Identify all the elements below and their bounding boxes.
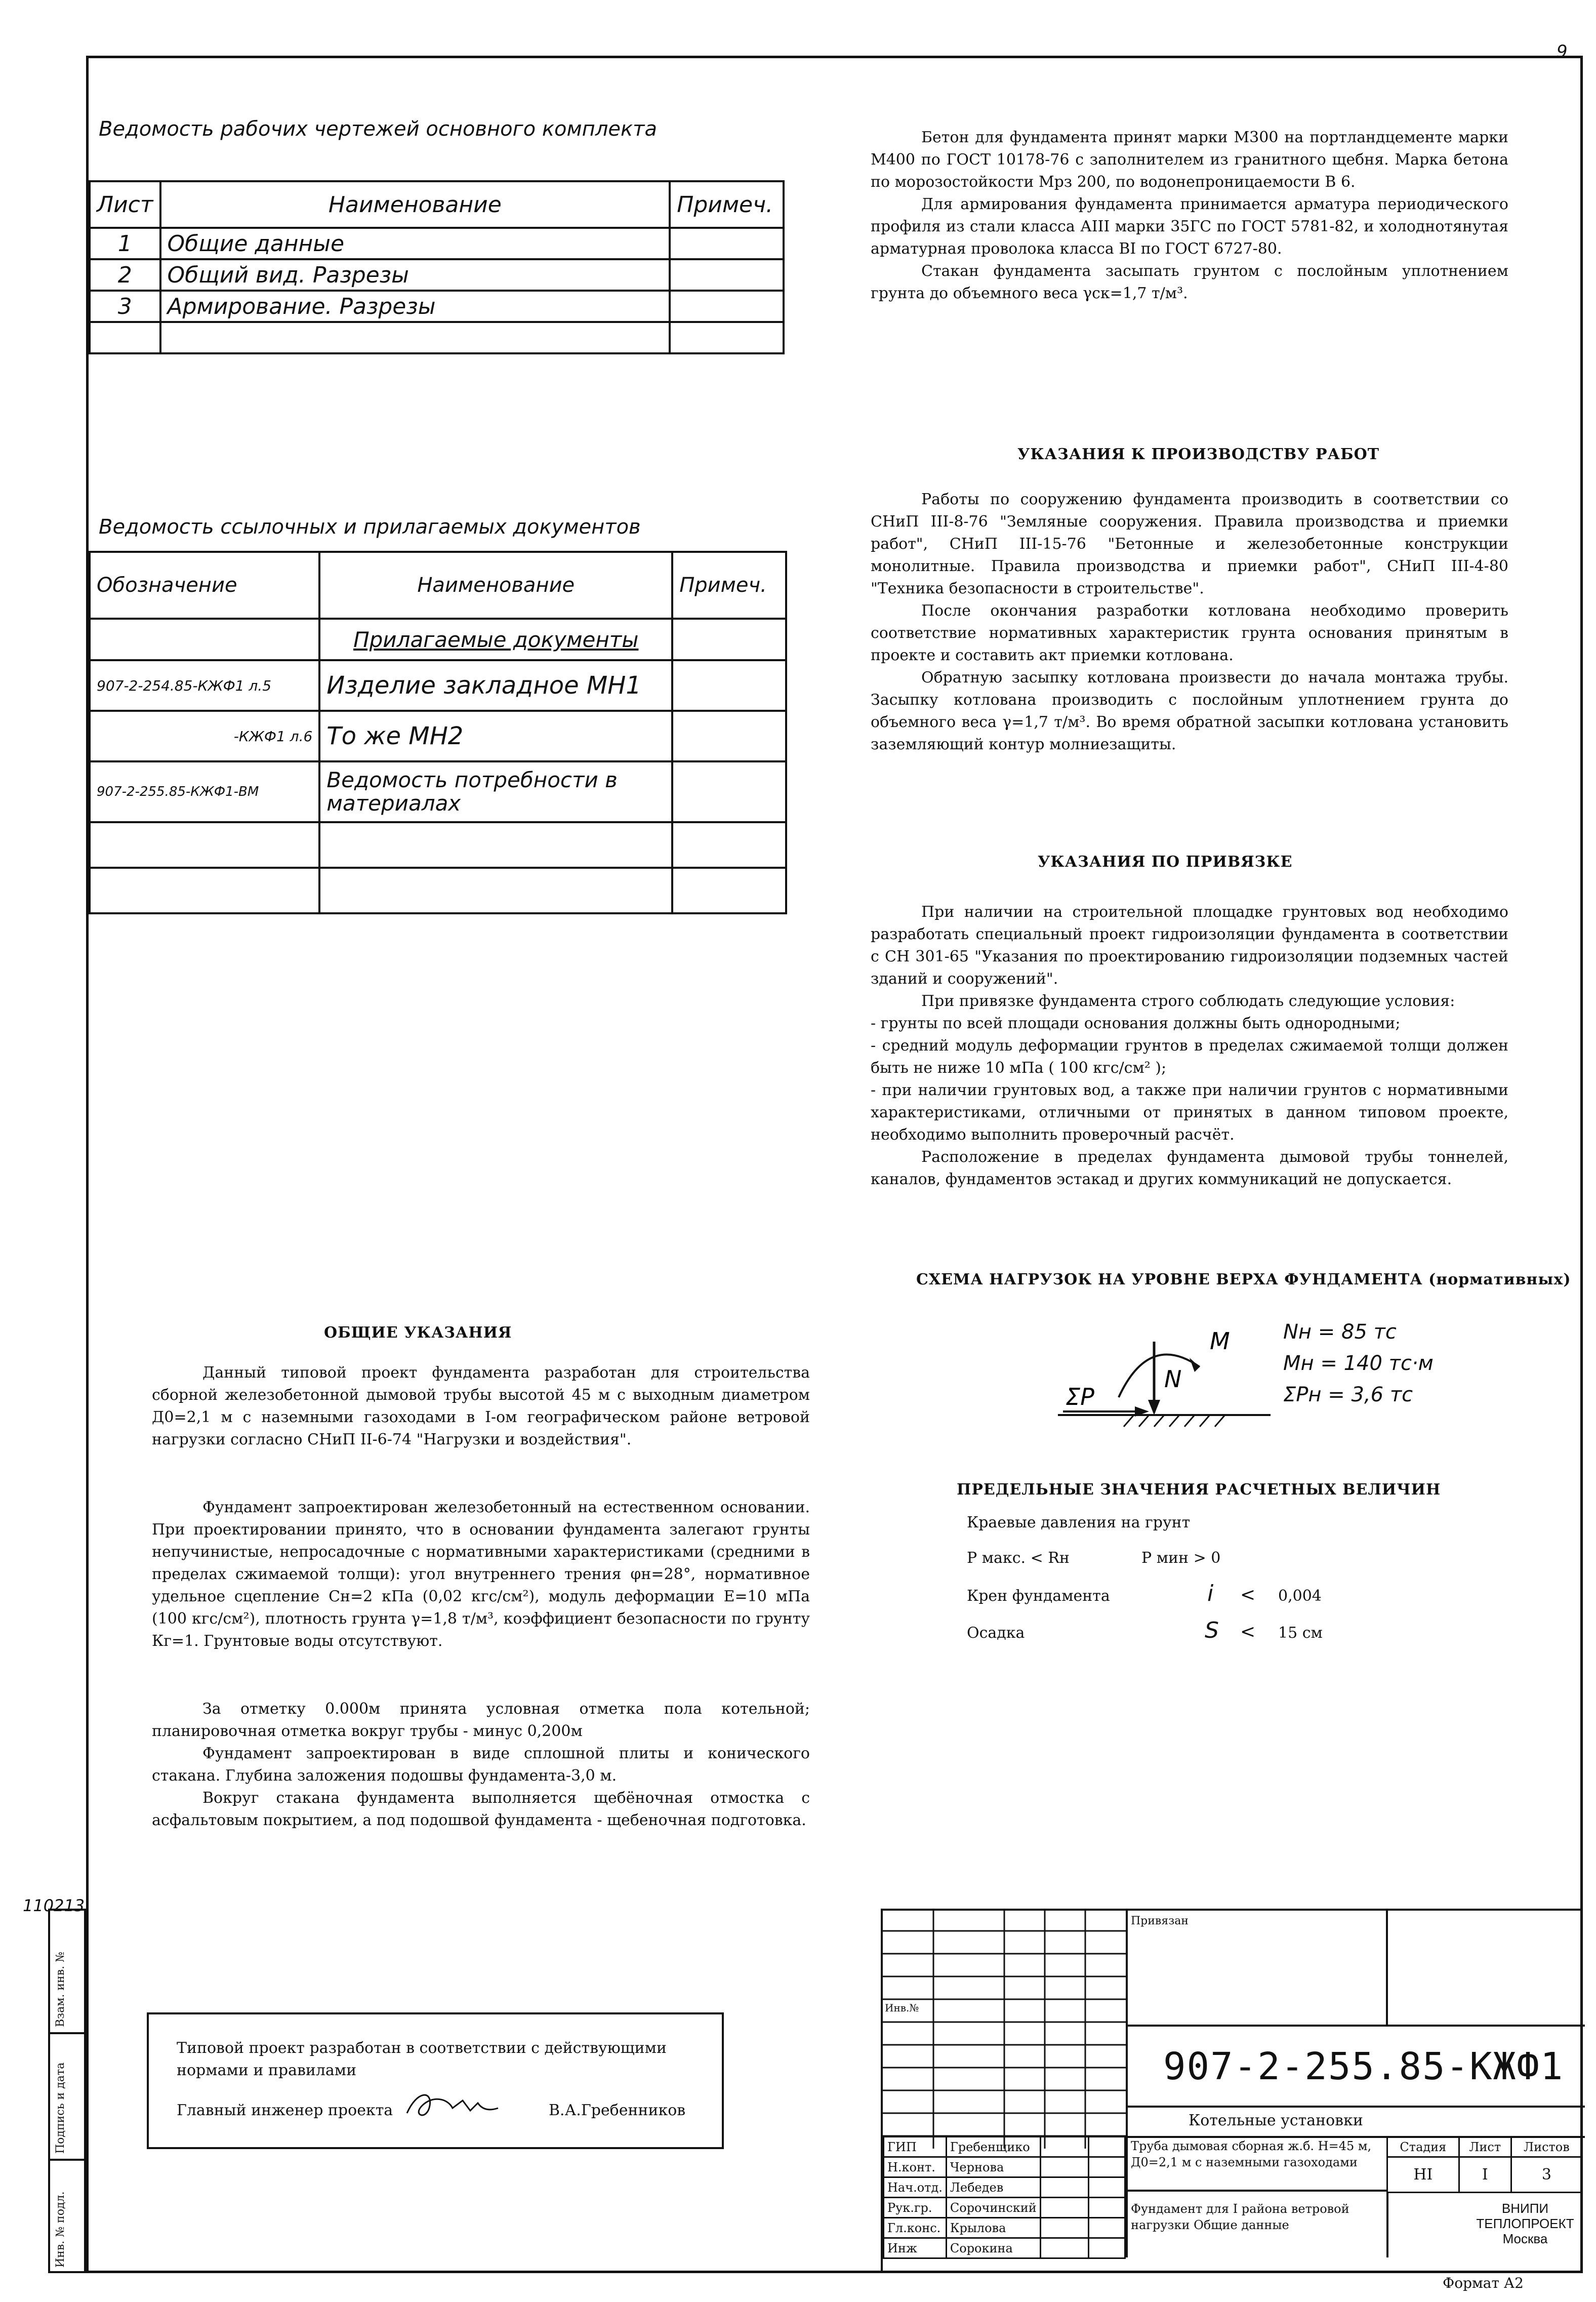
limit-pmax: Р макс. < Rн	[967, 1549, 1070, 1567]
sheet-value: I	[1459, 2157, 1511, 2193]
limit-tilt-label: Крен фундамента	[967, 1587, 1110, 1605]
role: Н.конт.	[884, 2157, 947, 2177]
engineer-name: В.А.Гребенников	[549, 2102, 686, 2119]
col-header-sheet: Лист	[90, 181, 160, 228]
limits-subtitle: Краевые давления на грунт	[967, 1514, 1191, 1531]
linked-label: Привязан	[1131, 1915, 1189, 1927]
table-cell	[160, 322, 670, 353]
general-paragraph: Фундамент запроектирован в виде сплошной плиты и конического стакана. Глубина заложения подошвы фундамента-3,0 м.	[152, 1745, 810, 1785]
doc-code: 907-2-254.85-КЖФ1 л.5	[90, 660, 319, 711]
limits-title: ПРЕДЕЛЬНЫЕ ЗНАЧЕНИЯ РАСЧЕТНЫХ ВЕЛИЧИН	[957, 1481, 1441, 1499]
limit-settlement-value: 15 см	[1278, 1624, 1323, 1642]
concrete-paragraph: Стакан фундамента засыпать грунтом с послойным уплотнением грунта до объемного веса γск=1,7 т/м³.	[871, 262, 1508, 302]
doc-name: То же МН2	[319, 711, 672, 761]
moment-arc	[1119, 1355, 1200, 1398]
concrete-notes	[871, 127, 1508, 305]
doc-name: Изделие закладное МН1	[319, 660, 672, 711]
label-n: N	[1164, 1365, 1182, 1393]
normal-force-arrowhead	[1148, 1400, 1160, 1415]
revision-grid	[883, 1911, 1126, 2149]
signature-cell	[1040, 2157, 1088, 2177]
limit-tilt-value: 0,004	[1278, 1587, 1322, 1605]
signature-cell	[1040, 2177, 1088, 2198]
doc-code: 907-2-255.85-КЖФ1-ВМ	[90, 761, 319, 822]
table-cell	[90, 619, 319, 660]
date-cell	[1088, 2218, 1125, 2238]
table-cell: 2	[90, 259, 160, 291]
table-cell: Общие данные	[160, 228, 670, 259]
docs-section-title: Прилагаемые документы	[319, 619, 672, 660]
role: Рук.гр.	[884, 2198, 947, 2218]
limit-tilt-op: <	[1240, 1585, 1256, 1605]
binding-condition: - средний модуль деформации грунтов в пределах сжимаемой толщи должен быть не ниже 10 мПа ( 100 кгс/см² );	[871, 1037, 1508, 1077]
table-cell	[672, 868, 786, 913]
binding-paragraph: При привязке фундамента строго соблюдать следующие условия:	[921, 992, 1455, 1010]
general-paragraph: Данный типовой проект фундамента разработан для строительства сборной железобетонной дымовой трубы высотой 45 м с выходным диаметром Д0=2,1 м с наземными газоходами в I-ом географическом районе ветровой нагрузки согласно СНиП II-6-74 "Нагрузки и воздействия".	[152, 1364, 810, 1448]
role: ГИП	[884, 2137, 947, 2157]
work-paragraph: Работы по сооружению фундамента производить в соответствии со СНиП III-8-76 "Земляные сооружения. Правила производства и приемки работ", СНиП III-15-76 "Бетонные и железобетонные конструкции монолитные. Правила производства и приемки работ", СНиП III-4-80 "Техника безопасности в строительстве".	[871, 491, 1508, 597]
general-paragraph: Вокруг стакана фундамента выполняется щебёночная отмостка с асфальтовым покрытием, а под подошвой фундамента - щебеночная подготовка.	[152, 1789, 810, 1829]
stage-label: Стадия	[1387, 2137, 1459, 2157]
inventory-number: 110213	[23, 1896, 85, 1915]
doc-name: Ведомость потребности в материалах	[319, 761, 672, 822]
person: Сорокина	[946, 2238, 1040, 2258]
col-header-note: Примеч.	[670, 181, 784, 228]
date-cell	[1088, 2157, 1125, 2177]
load-value-p: ΣPн = 3,6 тс	[1283, 1383, 1413, 1406]
sheets-value: 3	[1511, 2157, 1582, 2193]
org-title: Котельные установки	[1189, 2112, 1363, 2129]
load-values	[1283, 1316, 1434, 1410]
label-m: M	[1210, 1327, 1230, 1355]
binding-condition: - грунты по всей площади основания должны быть однородными;	[871, 1015, 1401, 1032]
role: Инж	[884, 2238, 947, 2258]
inv-label: Инв.№	[885, 2002, 919, 2014]
role: Нач.отд.	[884, 2177, 947, 2198]
stamp-field: Подпись и дата	[54, 2062, 67, 2154]
signature-cell	[1040, 2218, 1088, 2238]
person: Чернова	[946, 2157, 1040, 2177]
stamp-field: Взам. инв. №	[54, 1952, 67, 2027]
table-cell: Армирование. Разрезы	[160, 291, 670, 322]
norms-text: Типовой проект разработан в соответствии с действующими нормами и правилами	[177, 2039, 667, 2079]
concrete-paragraph: Для армирования фундамента принимается арматура периодического профиля из стали класса АIII марки 35ГС по ГОСТ 5781-82, и холоднотянутая арматурная проволока класса ВI по ГОСТ 6727-80.	[871, 195, 1508, 258]
table-cell	[670, 322, 784, 353]
limit-settlement-op: <	[1240, 1622, 1256, 1642]
table-cell	[670, 259, 784, 291]
engineer-label: Главный инженер проекта	[177, 2102, 393, 2119]
organization: ВНИПИ ТЕПЛОПРОЕКТ Москва	[1476, 2201, 1574, 2246]
signature-cell	[1040, 2238, 1088, 2258]
loads-title: СХЕМА НАГРУЗОК НА УРОВНЕ ВЕРХА ФУНДАМЕНТА (нормативных)	[916, 1271, 1571, 1288]
col-header-name: Наименование	[319, 552, 672, 619]
table-cell	[90, 868, 319, 913]
table-cell	[319, 822, 672, 868]
date-cell	[1088, 2198, 1125, 2218]
limit-settlement-symbol: S	[1205, 1618, 1219, 1643]
person: Лебедев	[946, 2177, 1040, 2198]
side-stamp	[48, 1909, 86, 2273]
table-cell	[672, 711, 786, 761]
table-cell	[670, 228, 784, 259]
title-block	[881, 1909, 1583, 2273]
table-cell: Общий вид. Разрезы	[160, 259, 670, 291]
work-paragraph: После окончания разработки котлована необходимо проверить соответствие нормативных характеристик грунта основания принятым в проекте и составить акт приемки котлована.	[871, 602, 1508, 664]
table-cell	[672, 822, 786, 868]
binding-condition: - при наличии грунтовых вод, а также при наличии грунтов с нормативными характеристиками, отличными от принятых в данном типовом проекте, необходимо выполнить проверочный расчёт.	[871, 1081, 1508, 1144]
drawings-list-table	[89, 180, 785, 354]
role: Гл.конс.	[884, 2218, 947, 2238]
docs-list-title: Ведомость ссылочных и прилагаемых документов	[99, 515, 641, 539]
signature-cell	[1040, 2137, 1088, 2157]
table-cell	[672, 660, 786, 711]
general-notes	[152, 1362, 810, 1832]
sheet-title: Фундамент для I района ветровой нагрузки Общие данные	[1131, 2202, 1349, 2232]
paper-format: Формат А2	[1443, 2275, 1524, 2291]
object-description: Труба дымовая сборная ж.б. Н=45 м, Д0=2,1 м с наземными газоходами	[1131, 2139, 1372, 2169]
doc-code: -КЖФ1 л.6	[90, 711, 319, 761]
limit-settlement-label: Осадка	[967, 1624, 1025, 1642]
table-cell	[90, 322, 160, 353]
person: Сорочинский	[946, 2198, 1040, 2218]
drawings-list-title: Ведомость рабочих чертежей основного комплекта	[99, 117, 657, 141]
limit-tilt-symbol: i	[1207, 1581, 1214, 1606]
table-cell	[319, 868, 672, 913]
sheets-label: Листов	[1511, 2137, 1582, 2157]
document-code: 907-2-255.85-КЖФ1	[1163, 2045, 1564, 2088]
binding-title: УКАЗАНИЯ ПО ПРИВЯЗКЕ	[1038, 853, 1293, 871]
stamp-field: Инв. № подл.	[54, 2191, 67, 2268]
general-title: ОБЩИЕ УКАЗАНИЯ	[324, 1324, 512, 1342]
col-header-note: Примеч.	[672, 552, 786, 619]
general-paragraph: За отметку 0.000м принята условная отметка пола котельной; планировочная отметка вокруг трубы - минус 0,200м	[152, 1700, 810, 1740]
loads-diagram	[1048, 1311, 1301, 1433]
date-cell	[1088, 2137, 1125, 2157]
work-paragraph: Обратную засыпку котлована произвести до начала монтажа трубы. Засыпку котлована производить с послойным уплотнением грунта до объемного веса γ=1,7 т/м³. Во время обратной засыпки котлована установить заземляющий контур молниезащиты.	[871, 669, 1508, 753]
signatures-table	[883, 2136, 1126, 2259]
load-value-m: Mн = 140 тс·м	[1283, 1352, 1434, 1375]
table-cell	[90, 822, 319, 868]
stage-table	[1386, 2136, 1583, 2193]
table-cell: 1	[90, 228, 160, 259]
col-header-name: Наименование	[160, 181, 670, 228]
date-cell	[1088, 2238, 1125, 2258]
binding-instructions	[871, 901, 1508, 1191]
engineer-signature	[402, 2085, 503, 2126]
norms-box	[147, 2012, 724, 2149]
person: Гребенщико	[946, 2137, 1040, 2157]
general-paragraph: Фундамент запроектирован железобетонный на естественном основании. При проектировании принято, что в основании фундамента залегают грунты непучинистые, непросадочные с нормативными характеристиками (средними в пределах сжимаемой толщи): угол внутреннего трения φн=28°, нормативное удельное сцепление Сн=2 кПа (0,02 кгс/см²), модуль деформации Е=10 мПа (100 кгс/см²), плотность грунта γ=1,8 т/м³, коэффициент безопасности по грунту Кг=1. Грунтовые воды отсутствуют.	[152, 1499, 810, 1650]
work-instructions-title: УКАЗАНИЯ К ПРОИЗВОДСТВУ РАБОТ	[1017, 446, 1380, 463]
table-cell	[670, 291, 784, 322]
signature-cell	[1040, 2198, 1088, 2218]
load-value-n: Nн = 85 тс	[1283, 1320, 1397, 1344]
person: Крылова	[946, 2218, 1040, 2238]
binding-paragraph: Расположение в пределах фундамента дымовой трубы тоннелей, каналов, фундаментов эстакад и других коммуникаций не допускается.	[871, 1148, 1508, 1188]
table-cell	[672, 761, 786, 822]
limit-pmin: Р мин > 0	[1141, 1549, 1221, 1567]
concrete-paragraph: Бетон для фундамента принят марки М300 на портландцементе марки М400 по ГОСТ 10178-76 с заполнителем из гранитного щебня. Марка бетона по морозостойкости Мрз 200, по водонепроницаемости В 6.	[871, 129, 1508, 191]
ground-hatch	[1124, 1415, 1225, 1427]
col-header-code: Обозначение	[90, 552, 319, 619]
stage-value: НI	[1387, 2157, 1459, 2193]
sheet-label: Лист	[1459, 2137, 1511, 2157]
table-cell	[672, 619, 786, 660]
date-cell	[1088, 2177, 1125, 2198]
table-cell: 3	[90, 291, 160, 322]
label-sum-p: ΣP	[1066, 1383, 1094, 1410]
docs-list-table	[89, 551, 787, 914]
binding-paragraph: При наличии на строительной площадке грунтовых вод необходимо разработать специальный проект гидроизоляции фундамента в соответствии с СН 301-65 "Указания по проектированию гидроизоляции подземных частей зданий и сооружений".	[871, 903, 1508, 988]
work-instructions	[871, 489, 1508, 756]
page-number: 9	[1557, 42, 1568, 62]
